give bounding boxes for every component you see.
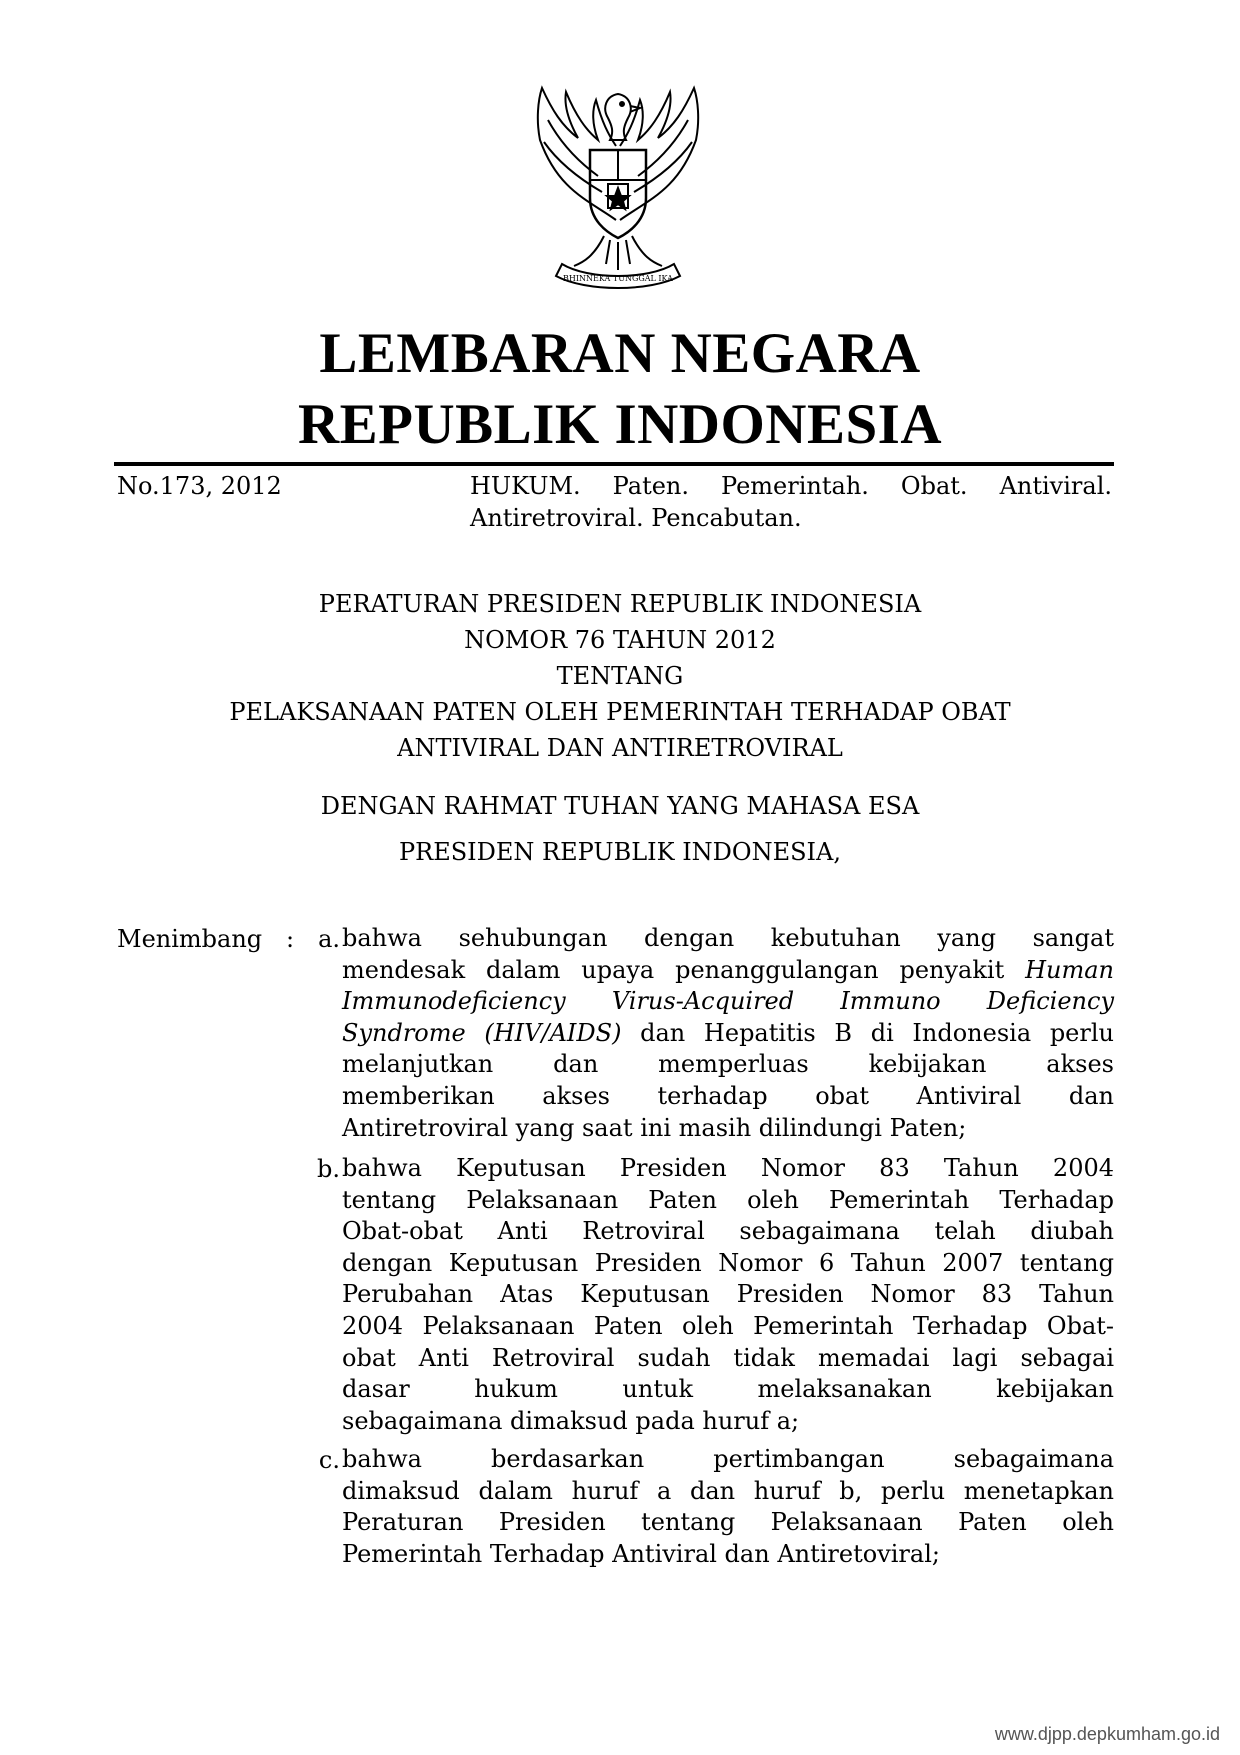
- text-line: mendesak dalam upaya penanggulangan penyakit Human: [342, 955, 1114, 984]
- text-line: dasar hukum untuk melaksanakan kebijakan: [342, 1375, 1114, 1404]
- regulation-opening: DENGAN RAHMAT TUHAN YANG MAHASA ESA: [320, 792, 920, 820]
- text-line: 2004 Pelaksanaan Paten oleh Pemerintah Terhadap Obat-: [342, 1311, 1114, 1340]
- text-line: bahwa sehubungan dengan kebutuhan yang sangat: [342, 924, 1114, 952]
- text-line: Antiretroviral yang saat ini masih dilindungi Paten;: [342, 1113, 967, 1142]
- masthead-line1: LEMBARAN NEGARA: [319, 322, 921, 385]
- regulation-number: NOMOR 76 TAHUN 2012: [464, 626, 776, 654]
- item-b-letter: b.: [317, 1155, 340, 1183]
- item-c-text: [342, 1444, 1114, 1570]
- text-line: Peraturan Presiden tentang Pelaksanaan Paten oleh: [342, 1508, 1114, 1537]
- item-b-text: [342, 1153, 1114, 1437]
- text-line: sebagaimana dimaksud pada huruf a;: [342, 1406, 800, 1435]
- item-a-letter: a.: [318, 925, 340, 953]
- regulation-title-line2: ANTIVIRAL DAN ANTIRETROVIRAL: [397, 734, 843, 762]
- considerations-colon: :: [286, 925, 295, 953]
- text-line: tentang Pelaksanaan Paten oleh Pemerintah Terhadap: [342, 1185, 1114, 1214]
- footer-url: www.djpp.depkumham.go.id: [994, 1724, 1220, 1744]
- gazette-subject-line1: HUKUM. Paten. Pemerintah. Obat. Antiviral.: [470, 472, 1112, 500]
- masthead-line2: REPUBLIK INDONESIA: [297, 393, 943, 456]
- item-c-letter: c.: [318, 1446, 340, 1474]
- text-line: bahwa berdasarkan pertimbangan sebagaimana: [342, 1445, 1114, 1473]
- regulation-type: PERATURAN PRESIDEN REPUBLIK INDONESIA: [318, 590, 922, 618]
- item-a-text: [342, 923, 1114, 1144]
- text-line: Pemerintah Terhadap Antiviral dan Antiretoviral;: [342, 1539, 940, 1568]
- garuda-emblem-icon: [518, 80, 718, 300]
- text-line: melanjutkan dan memperluas kebijakan akses: [342, 1050, 1114, 1079]
- text-line: dimaksud dalam huruf a dan huruf b, perlu menetapkan: [342, 1476, 1114, 1505]
- regulation-president: PRESIDEN REPUBLIK INDONESIA,: [398, 838, 841, 866]
- regulation-title-line1: PELAKSANAAN PATEN OLEH PEMERINTAH TERHADAP OBAT: [229, 698, 1011, 726]
- text-line: memberikan akses terhadap obat Antiviral dan: [342, 1081, 1114, 1110]
- text-line: dengan Keputusan Presiden Nomor 6 Tahun 2007 tentang: [342, 1248, 1114, 1277]
- considerations-label: Menimbang: [117, 925, 263, 953]
- text-line: bahwa Keputusan Presiden Nomor 83 Tahun 2004: [342, 1154, 1114, 1182]
- regulation-about: TENTANG: [556, 662, 684, 690]
- text-line: Syndrome (HIV/AIDS) dan Hepatitis B di Indonesia perlu: [342, 1018, 1114, 1047]
- text-line: Obat-obat Anti Retroviral sebagaimana telah diubah: [342, 1217, 1114, 1246]
- gazette-subject-line2: Antiretroviral. Pencabutan.: [470, 504, 802, 532]
- text-line: obat Anti Retroviral sudah tidak memadai lagi sebagai: [342, 1343, 1114, 1372]
- text-line: Perubahan Atas Keputusan Presiden Nomor 83 Tahun: [342, 1280, 1114, 1309]
- text-line: Immunodeficiency Virus-Acquired Immuno Deficiency: [342, 987, 1114, 1016]
- gazette-number: No.173, 2012: [117, 472, 282, 500]
- emblem-motto: BHINNEKA TUNGGAL IKA: [563, 274, 673, 283]
- masthead-rule: [114, 462, 1114, 466]
